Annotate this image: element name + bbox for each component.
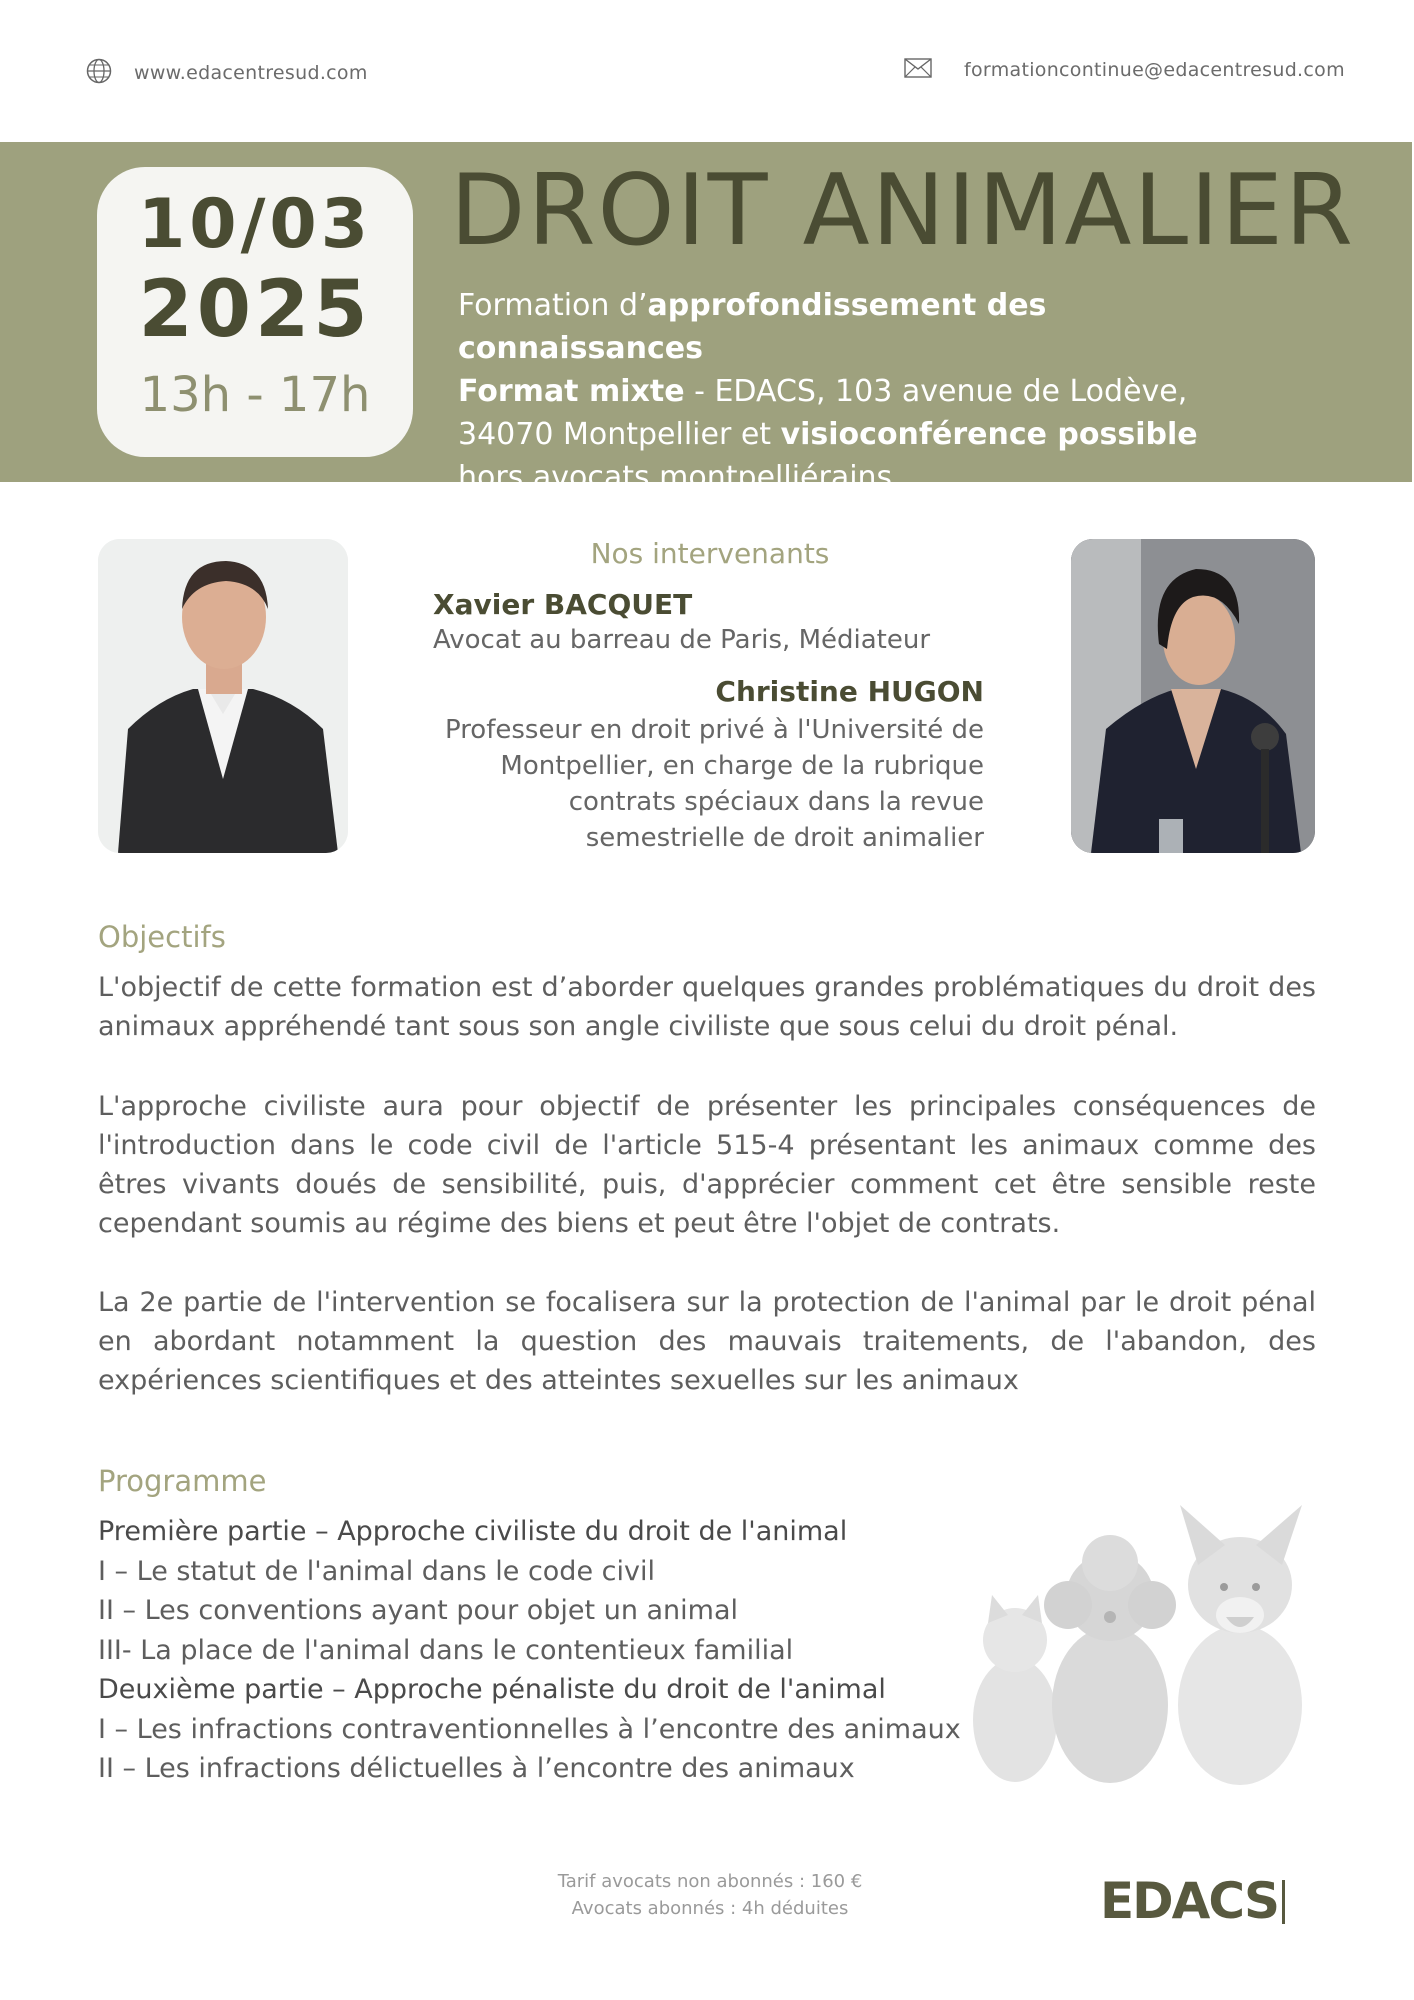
speaker-name: Xavier BACQUET <box>433 588 693 621</box>
animals-illustration <box>960 1505 1320 1785</box>
speaker-role-line: Professeur en droit privé à l'Université de <box>444 715 984 745</box>
speakers-heading: Nos intervenants <box>590 537 830 570</box>
edacs-logo <box>1100 1872 1285 1930</box>
programme-list <box>98 1512 961 1789</box>
speaker-hugon <box>424 675 984 856</box>
pricing-info <box>500 1868 920 1922</box>
speaker-photo-bacquet <box>98 539 348 853</box>
website-contact[interactable] <box>86 58 368 88</box>
visio-text: hors avocats montpelliérains <box>458 460 893 495</box>
programme-item: I – Le statut de l'animal dans le code civil <box>98 1555 655 1587</box>
logo-text: EDACS <box>1100 1872 1278 1930</box>
programme-item: II – Les infractions délictuelles à l’encontre des animaux <box>98 1753 855 1784</box>
programme-part-title: Deuxième partie – Approche pénaliste du droit de l'animal <box>98 1674 886 1705</box>
website-link[interactable]: www.edacentresud.com <box>134 62 368 84</box>
speaker-role: Avocat au barreau de Paris, Médiateur <box>433 625 931 655</box>
date-day-month: 10/03 <box>137 185 373 264</box>
banner-subtitle <box>458 284 1258 499</box>
title-banner <box>0 142 1412 495</box>
speaker-name: Christine HUGON <box>715 675 984 708</box>
programme-part-title: Première partie – Approche civiliste du droit de l'animal <box>98 1516 848 1547</box>
format-text: - EDACS, 103 avenue de Lodève, 34070 Montpellier et <box>458 374 1188 452</box>
logo-bar <box>1282 1880 1285 1924</box>
email-contact[interactable] <box>904 58 1345 82</box>
top-contact-bar <box>0 54 1414 94</box>
speaker-role-line: semestrielle de droit animalier <box>585 823 984 853</box>
speaker-role <box>424 712 984 856</box>
subtitle-bold: approfondissement des connaissances <box>458 288 1047 366</box>
page-title: DROIT ANIMALIER <box>450 154 1355 268</box>
programme-item: III- La place de l'animal dans le contentieux familial <box>98 1634 794 1666</box>
programme-heading: Programme <box>98 1464 267 1498</box>
objectives-heading: Objectifs <box>98 920 226 954</box>
price-line: Tarif avocats non abonnés : 160 € <box>557 1871 863 1892</box>
programme-item: I – Les infractions contraventionnelles à l’encontre des animaux <box>98 1713 961 1745</box>
objectives-paragraph: La 2e partie de l'intervention se focalisera sur la protection de l'animal par le droit pénal en abordant notamment la question des mauvais traitements, de l'abandon, des expériences scientifiques et des atteintes sexuelles sur les animaux <box>98 1287 1316 1396</box>
date-year: 2025 <box>138 265 372 355</box>
speaker-role-line: contrats spéciaux dans la revue <box>568 787 984 817</box>
objectives-paragraph: L'approche civiliste aura pour objectif de présenter les principales conséquences de l'introduction dans le code civil de l'article 515-4 présentant les animaux comme des êtres vivants doués de sensibilité, puis, d'apprécier comment cet être sensible reste cependant soumis au régime des biens et peut être l'objet de contrats. <box>98 1091 1316 1239</box>
session-time: 13h - 17h <box>139 367 371 423</box>
speaker-role-line: Montpellier, en charge de la rubrique <box>500 751 984 781</box>
price-line: Avocats abonnés : 4h déduites <box>571 1898 849 1919</box>
visio-label: visioconférence possible <box>780 417 1198 452</box>
globe-icon <box>86 58 112 88</box>
date-box <box>97 167 413 457</box>
subtitle-text: Formation d’ <box>458 288 648 323</box>
email-link[interactable]: formationcontinue@edacentresud.com <box>964 59 1345 81</box>
speaker-photo-hugon <box>1071 539 1315 853</box>
format-label: Format mixte <box>458 374 685 409</box>
speaker-bacquet <box>433 588 930 655</box>
programme-item: II – Les conventions ayant pour objet un animal <box>98 1595 739 1626</box>
objectives-paragraph: L'objectif de cette formation est d’aborder quelques grandes problématiques du droit des animaux appréhendé tant sous son angle civiliste que sous celui du droit pénal. <box>98 972 1316 1042</box>
mail-icon <box>904 58 932 82</box>
